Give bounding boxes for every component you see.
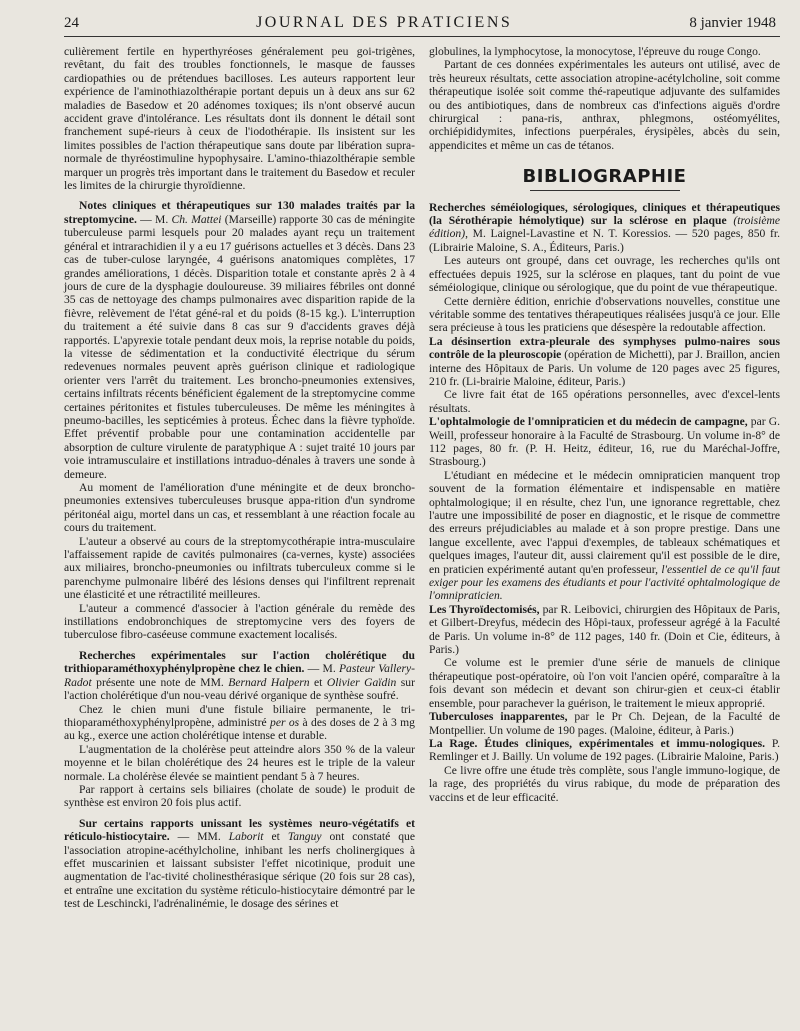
section-title: Notes cliniques et thérapeutiques sur 130 malades traités par la streptomycine. <box>64 199 415 226</box>
right-column <box>429 45 780 911</box>
paragraph: globulines, la lymphocytose, la monocytose, l'épreuve du rouge Congo. <box>429 45 761 58</box>
bibliography-heading: BIBLIOGRAPHIE <box>522 166 687 188</box>
paragraph: L'augmentation de la cholérèse peut atteindre alors 350 % de la valeur moyenne et le bilan cholérétique des 24 heures est le triple de la valeur normale. La cholérèse élevée se maintient pendant 5 à 7 heures. <box>64 742 415 783</box>
left-column <box>64 45 415 911</box>
entry-title: Recherches séméiologiques, sérologiques, cliniques et thérapeutiques (la Sérothérapie hémolytique) sur la sclérose en plaque <box>429 200 780 228</box>
author-name: Laborit <box>228 830 264 844</box>
author-name: Olivier Gaïdin <box>326 675 397 689</box>
author-name: Ch. Mattei <box>171 212 222 226</box>
journal-title: JOURNAL DES PRATICIENS <box>256 14 513 31</box>
section-title: Recherches expérimentales sur l'action cholérétique du trithioparaméthoxyphénylpropène chez le chien. <box>64 648 415 676</box>
author-name: Tanguy <box>287 830 322 844</box>
entry-title: Les Thyroïdectomisés, <box>429 602 540 616</box>
page-number: 24 <box>64 15 79 31</box>
entry-title: La Rage. Études cliniques, expérimentales et immu-nologiques. <box>429 736 766 750</box>
bibliography-entry: Les Thyroïdectomisés, par R. Leibovici, chirurgien des Hôpitaux de Paris, et Gilbert-Dreyfus, médecin des Hôpi-taux, professeur agrégé à la Faculté de Paris. Un volume in-8° de 112 pages, 140 fr. (Doin et Cie, éditeurs, à Paris.) <box>429 602 781 657</box>
paragraph: L'auteur a commencé d'associer à l'action générale du remède des instillations endobronchiques de streptomycine vers des foyers de tuberculose fibro-caséeuse commune exactement localisés. <box>64 601 415 642</box>
section-streptomycine: Notes cliniques et thérapeutiques sur 130 malades traités par la streptomycine. — M. Ch. Mattei (Marseille) rapporte 30 cas de méningite tuberculeuse parmi lesquels pour 20 malades ayant reçu un traitement général et intrarachidien il y a eu 17 guérisons actuelles et 3 décès. Dans 23 cas de tuber-culose laryngée, 4 guérisons anatomiques complètes, 17 grandes améliorations, 1 décès. Disparition totale et constante après 2 à 4 jours de cure de la dysphagie douloureuse. 39 miliaires fébriles ont donné 35 cas de nettoyage des champs pulmonaires avec disparition rapide de la fièvre, relèvement de l'état géné-ral et du poids (8-15 kg.). L'interruption du traitement a été suivie dans 8 cas sur 9 d'accidents graves déjà rapportés. L'apyrexie totale pendant deux mois, la reprise notable du poids, la vitesse de sédimentation et la conductivité électrique du sérum redevenues normales peuvent après guérison clinique et radiologique orienter vers l'arrêt du traitement. Les broncho-pneumonies extensives, certains infiltrats récents bénéficient également de la streptomycine comme certaines péritonites et fistules tuberculeuses. De même les méningites à pneumo-bacilles, les septicémies à proteus. Échec dans la fièvre typhoïde. Effet préventif probable pour une contamination accidentelle par absorption de culture virulente de paratyphique A : sujet traité 10 jours par voie intramusculaire et instillations intraduo-dénales à travers une sonde à demeure. <box>64 199 416 481</box>
paragraph: Chez le chien muni d'une fistule biliaire permanente, le tri-thioparaméthoxyphénylpropène, administré per os à des doses de 2 à 3 mg au kg., exerce une action cholérétique intense et durable. <box>64 702 415 743</box>
paragraph: Ce volume est le premier d'une série de manuels de clinique thérapeutique post-opératoire, où l'on voit l'ancien opéré, comparaître à la fois devant son médecin et devant son chirur-gien et ceux-ci établir ensemble, pour parachever la guérison, le traitement le mieux approprié. <box>429 656 780 710</box>
paragraph: Par rapport à certains sels biliaires (cholate de soude) le produit de synthèse est environ 20 fois plus actif. <box>64 782 415 810</box>
bibliography-entry: La Rage. Études cliniques, expérimentales et immu-nologiques. P. Remlinger et J. Bailly. Un volume de 192 pages. (Librairie Maloine, Paris.) <box>429 736 780 764</box>
author-name: Bernard Halpern <box>228 675 310 689</box>
paragraph: Au moment de l'amélioration d'une méningite et de deux broncho-pneumonies extensives tuberculeuses brusque appa-rition d'un syndrome péritonéal aigu, mortel dans un cas, et ressemblant à une réaction focale au cours du traitement. <box>64 481 415 535</box>
section-neurovegetatif: Sur certains rapports unissant les systèmes neuro-végétatifs et réticulo-histiocytaire. — MM. Laborit et Tanguy ont constaté que l'association atropine-acéthylcholine, inhibant les nerfs cholinergiques à effet muscarinien et laissant subsister l'effet nicotinique, produit une augmentation de l'ac-tivité cholinesthérasique sérique (20 fois sur 28 cas), et entraîne une excitation du système réticulo-histiocytaire démontré par le test de Leschincki, l'adrénalinémie, le dosage des sérines et <box>64 816 415 911</box>
author-name: Pasteur Vallery-Radot <box>64 662 415 689</box>
entry-title: Tuberculoses inapparentes, <box>429 710 568 724</box>
paragraph: Ce livre offre une étude très complète, sous l'angle immuno-logique, de la rage, des propriétés du virus rabique, du mode de préparation des vaccins et de leur efficacité. <box>429 763 780 804</box>
paragraph: L'auteur a observé au cours de la streptomycothérapie intra-musculaire l'affaissement rapide de cavités pulmonaires (ca-vernes, kyste) associées aux miliaires, broncho-pneumonies ou infiltrats tuberculeux comme si le parenchyme pulmonaire libéré des lésions denses qui l'infiltrent reprenait une élasticité et une rétractilité meilleures. <box>64 534 415 602</box>
bibliography-entry: Recherches séméiologiques, sérologiques, cliniques et thérapeutiques (la Sérothérapie hémolytique) sur la sclérose en plaque (troisième édition), M. Laignel-Lavastine et N. T. Koressios. — 520 pages, 850 fr. (Librairie Maloine, S. A., Éditeurs, Paris.) <box>429 200 780 254</box>
header-rule <box>64 36 780 37</box>
bibliography-entry: La désinsertion extra-pleurale des symphyses pulmo-naires sous contrôle de la pleuroscopie (opération de Michetti), par J. Braillon, ancien interne des Hôpitaux de Paris. Un volume de 120 pages avec 25 figures, 210 fr. (Li-brairie Maloine, éditeur, Paris.) <box>429 334 780 388</box>
paragraph: L'étudiant en médecine et le médecin omnipraticien manquent trop souvent de la formation élémentaire et indispensable en matière ophtalmologique; il en résulte, chez l'un, une ignorance regrettable, chez l'autre une impossibilité de poser en diagnostic, et le risque de commettre des erreurs préjudiciables au malade et à son propre prestige. Dans une langue excellente, avec l'appui d'exemples, de tableaux schématiques et quelques images, l'auteur dit, aussi clairement qu'il est possible de le dire, en praticien expérimenté autant qu'en professeur, l'essentiel de ce qu'il faut exiger pour les examens des étudiants et pour l'activité ophtalmologique de l'omnipraticien. <box>429 468 780 603</box>
entry-title: L'ophtalmologie de l'omnipraticien et du médecin de campagne, <box>429 415 748 429</box>
paragraph: Les auteurs ont groupé, dans cet ouvrage, les recherches qu'ils ont effectuées depuis 1925, sur la sclérose en plaques, tant du point de vue séméiologique, clinique ou sérologique, que du point de vue thérapeutique. <box>429 254 780 295</box>
bibliography-entry: Tuberculoses inapparentes, par le Pr Ch. Dejean, de la Faculté de Montpellier. Un volume de 190 pages. (Maloine, éditeur, à Paris.) <box>429 710 780 737</box>
bibliography-rule <box>530 190 680 191</box>
paragraph: Cette dernière édition, enrichie d'observations nouvelles, constitue une véritable somme des tentatives thérapeutiques réalisées jusqu'à ce jour. Elle sera précieuse à tous les praticiens que désespère la redoutable affection. <box>429 294 780 335</box>
paragraph: culièrement fertile en hyperthyréoses généralement peu goi-trigènes, revêtant, du fait des troubles fonctionnels, le masque de fausses cardiopathies ou de prétendues bacilloses. Les auteurs rapportent leur expérience de l'aminothiazolthérapie portant depuis un à deux ans sur 62 maladies de Basedow et 20 adénomes toxiques; ils n'ont observé aucun accident grave d'intolérance. Les résultats dont ils donnent le détail sont franchement supé-rieurs à ceux de l'iodothérapie. Ils insistent sur les limites possibles de l'action thérapeutique sans doute par libération supra-normale de thyréostimuline hypophysaire. L'amino-thiazolthérapie semble marquer un progrès très important dans le traitement du Basedow et reculer les limites de la chirurgie thyroïdienne. <box>64 45 415 193</box>
section-title: Sur certains rapports unissant les systèmes neuro-végétatifs et réticulo-histiocytaire. <box>64 816 415 844</box>
paragraph: Ce livre fait état de 165 opérations personnelles, avec d'excel-lents résultats. <box>429 388 780 415</box>
section-choleretique: Recherches expérimentales sur l'action cholérétique du trithioparaméthoxyphénylpropène chez le chien. — M. Pasteur Vallery-Radot présente une note de MM. Bernard Halpern et Olivier Gaïdin sur l'action cholérétique d'un nou-veau dérivé organique de synthèse soufré. <box>64 648 415 703</box>
page-header <box>26 14 780 36</box>
bibliography-entry: L'ophtalmologie de l'omnipraticien et du médecin de campagne, par G. Weill, professeur honoraire à la Faculté de Strasbourg. Un volume in-8° de 112 pages, 80 fr. (P. H. Heitz, éditeur, 16, rue du Maréchal-Joffre, Strasbourg.) <box>429 415 780 469</box>
article-columns <box>64 45 780 911</box>
entry-title: La désinsertion extra-pleurale des symphyses pulmo-naires sous contrôle de la pleuroscopie <box>429 334 780 362</box>
paragraph: Partant de ces données expérimentales les auteurs ont utilisé, avec de très heureux résultats, cette association atropine-acétylcholine, soit comme thérapeutique isolée soit comme thé-rapeutique adjuvante des sulfamides ou des antibiotiques, dans de nombreux cas d'infections aiguës d'ordre chirurgical : pana-ris, anthrax, phlegmons, ostéomyélites, orchiépididymites, infections puerpérales, érysipèles, abcès du sein, appendicites et même un cas de tétanos. <box>429 58 780 152</box>
issue-date: 8 janvier 1948 <box>689 15 776 31</box>
